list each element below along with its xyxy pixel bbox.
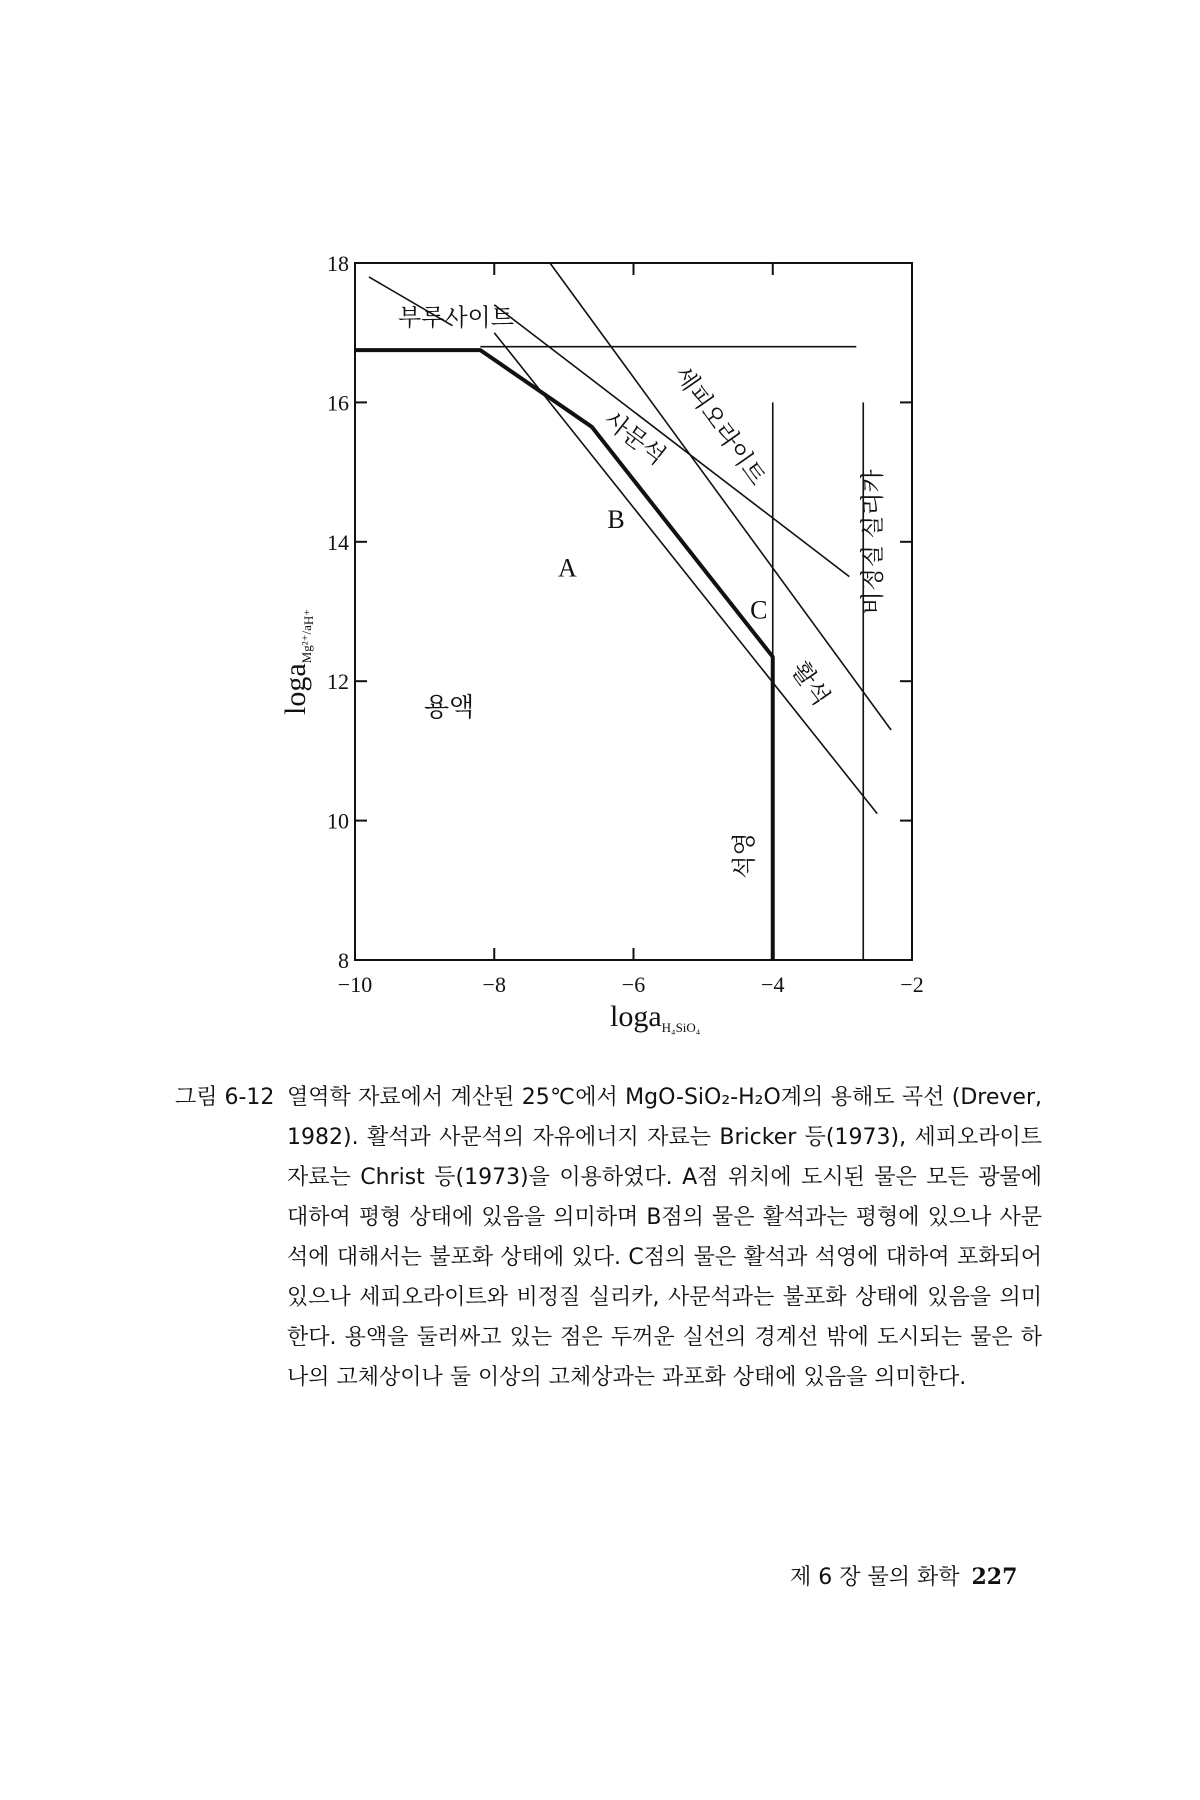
curve-label: 비정질 실리카 bbox=[860, 469, 887, 615]
region-label: 용액 bbox=[423, 693, 475, 723]
x-tick-label: −4 bbox=[761, 972, 785, 997]
svg-text:logaMg²⁺/aH⁺ bbox=[279, 609, 316, 715]
caption-number: 그림 6-12 bbox=[175, 1085, 275, 1110]
curve-label: 석영 bbox=[731, 832, 758, 879]
equilibrium-line bbox=[550, 263, 891, 730]
region-label: C bbox=[750, 595, 768, 625]
y-tick-label: 12 bbox=[327, 669, 349, 695]
page-footer bbox=[790, 1560, 1017, 1591]
equilibrium-line bbox=[494, 305, 849, 577]
caption-text: 열역학 자료에서 계산된 25℃에서 MgO-SiO₂-H₂O계의 용해도 곡선 (Drever, 1982). 활석과 사문석의 자유에너지 자료는 Bricker 등(1973), 세피오라이트 자료는 Christ 등(1973)을 이용하였다. A점 위치에 도시된 물은 모든 광물에 대하여 평형 상태에 있음을 의미하며 B점의 물은 활석과는 평형에 있으나 사문석에 대해서는 불포화 상태에 있다. C점의 물은 활석과 석영에 대하여 포화되어 있으나 세피오라이트와 비정질 실리카, 사문석과는 불포화 상태에 있음을 의미한다. 용액을 둘러싸고 있는 점은 두꺼운 실선의 경계선 밖에 도시되는 물은 하나의 고체상이나 둘 이상의 고체상과는 과포화 상태에 있음을 의미한다. bbox=[287, 1085, 1042, 1390]
x-axis-subscript: H₄SiO₄ bbox=[661, 1020, 701, 1035]
page-number: 227 bbox=[971, 1564, 1018, 1590]
region-label: A bbox=[557, 553, 577, 583]
curve-label: 세피오라이트 bbox=[668, 361, 770, 491]
region-label: B bbox=[607, 504, 625, 534]
y-axis-title bbox=[279, 609, 316, 715]
y-axis-subscript-2: H⁺ bbox=[301, 608, 316, 626]
x-tick-label: −10 bbox=[337, 972, 373, 997]
svg-text:logaH₄SiO₄ bbox=[610, 1000, 701, 1035]
x-axis-title bbox=[610, 1000, 701, 1035]
x-axis-label: loga bbox=[610, 1000, 662, 1033]
y-tick-label: 8 bbox=[338, 948, 349, 973]
y-tick-label: 10 bbox=[327, 808, 349, 834]
curve-label: 사문석 bbox=[598, 407, 670, 471]
curve-labels bbox=[398, 305, 887, 879]
curve-label: 부루사이트 bbox=[397, 305, 514, 332]
equilibrium-line bbox=[494, 333, 877, 814]
y-axis-label: loga bbox=[279, 663, 312, 715]
chapter-title: 제 6 장 물의 화학 bbox=[790, 1565, 960, 1590]
x-tick-label: −2 bbox=[900, 972, 924, 997]
y-axis-subscript: Mg²⁺/a bbox=[299, 625, 314, 664]
boundary-line bbox=[355, 350, 773, 960]
curve-label: 활석 bbox=[785, 657, 834, 711]
y-tick-label: 16 bbox=[327, 390, 349, 416]
curves bbox=[355, 263, 891, 960]
plot-frame bbox=[355, 263, 912, 960]
axis-ticks bbox=[327, 251, 924, 997]
x-tick-label: −6 bbox=[621, 972, 646, 997]
y-tick-label: 18 bbox=[327, 251, 349, 276]
y-tick-label: 14 bbox=[327, 529, 349, 555]
x-tick-label: −8 bbox=[482, 972, 506, 997]
